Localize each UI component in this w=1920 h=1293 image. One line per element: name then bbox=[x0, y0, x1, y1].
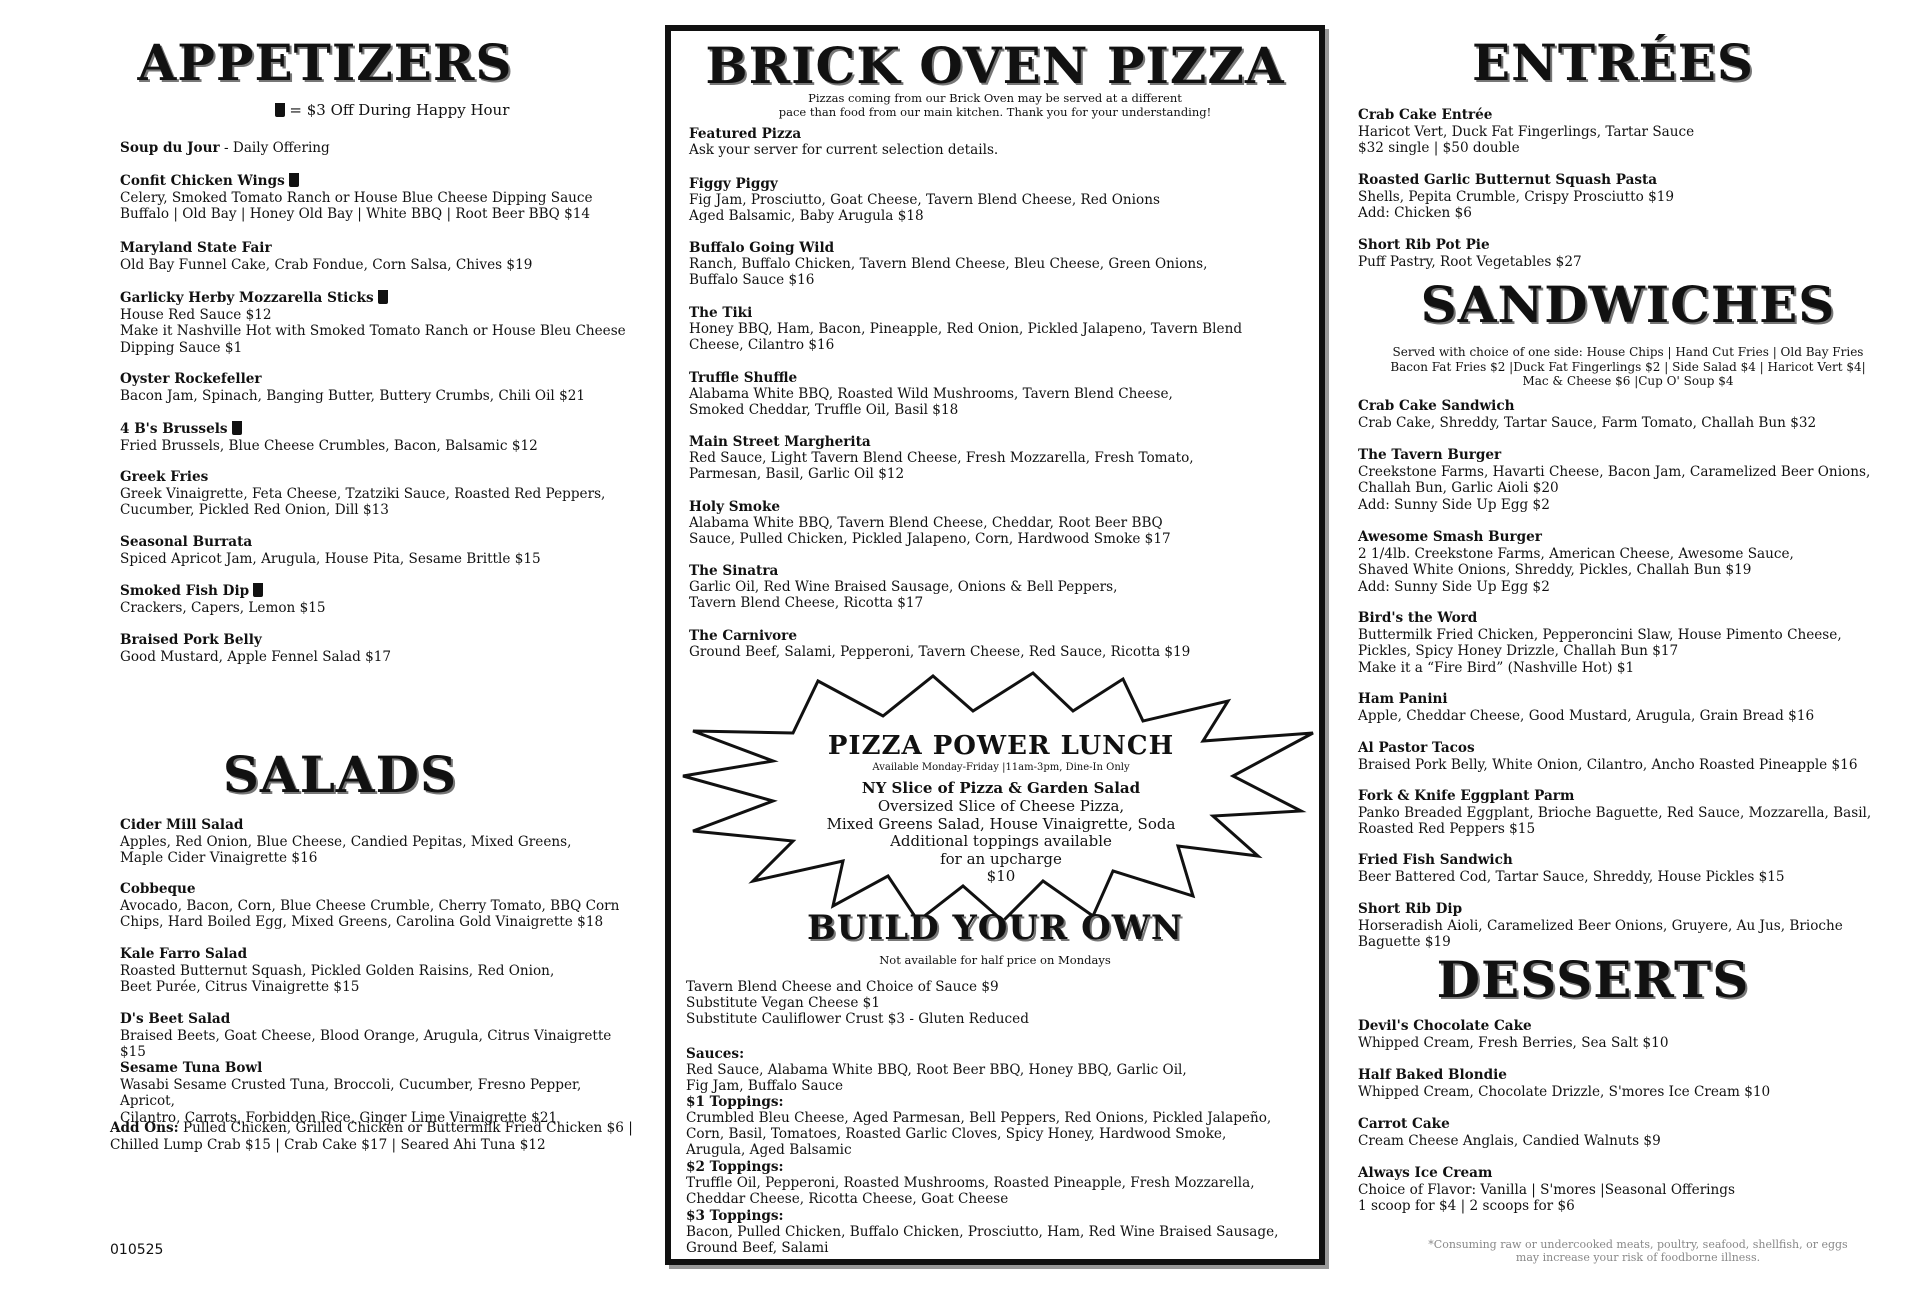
appetizer-item-name: Seasonal Burrata bbox=[120, 534, 253, 550]
beer-icon bbox=[253, 583, 263, 597]
pizza-item-desc: Ranch, Buffalo Chicken, Tavern Blend Cheese, Bleu Cheese, Green Onions, Buffalo Sauce $16 bbox=[689, 256, 1208, 288]
sandwich-item-title bbox=[1358, 529, 1908, 546]
byo-base: Tavern Blend Cheese and Choice of Sauce $9 Substitute Vegan Cheese $1 Substitute Cauliflower Crust $3 - Gluten Reduced bbox=[686, 979, 1029, 1027]
appetizer-item-desc: Crackers, Capers, Lemon $15 bbox=[120, 599, 326, 616]
appetizer-item-desc: Old Bay Funnel Cake, Crab Fondue, Corn Salsa, Chives $19 bbox=[120, 256, 533, 273]
sandwich-item-desc: Panko Breaded Eggplant, Brioche Baguette, Red Sauce, Mozzarella, Basil, Roasted Red Peppers $15 bbox=[1358, 804, 1872, 837]
salad-item-desc: Avocado, Bacon, Corn, Blue Cheese Crumble, Cherry Tomato, BBQ Corn Chips, Hard Boiled Egg, Mixed Greens, Carolina Gold Vinaigrette $18 bbox=[120, 897, 620, 930]
appetizer-item-desc: - Daily Offering bbox=[224, 140, 330, 156]
pizza-item-name: The Tiki bbox=[689, 305, 753, 321]
pizza-title: BRICK OVEN PIZZA bbox=[705, 36, 1285, 95]
byo-t3-label: $3 Toppings: bbox=[686, 1208, 784, 1224]
salad-item-title bbox=[120, 1011, 640, 1028]
pizza-item-name: Main Street Margherita bbox=[689, 434, 871, 450]
salad-addons bbox=[110, 1120, 640, 1153]
byo-t3: Bacon, Pulled Chicken, Buffalo Chicken, Prosciutto, Ham, Red Wine Braised Sausage, Ground Beef, Salami bbox=[686, 1224, 1279, 1256]
sandwich-item-name: Bird's the Word bbox=[1358, 610, 1478, 626]
sandwich-item-name: Fork & Knife Eggplant Parm bbox=[1358, 788, 1575, 804]
pizza-note: Pizzas coming from our Brick Oven may be served at a different pace than food from our main kitchen. Thank you for your understanding! bbox=[778, 91, 1212, 119]
appetizer-item-name: Smoked Fish Dip bbox=[120, 583, 250, 599]
appetizer-item-desc: House Red Sauce $12 Make it Nashville Hot with Smoked Tomato Ranch or House Bleu Cheese Dipping Sauce $1 bbox=[120, 306, 626, 356]
pizza-item-name: Holy Smoke bbox=[689, 499, 781, 515]
salads-title: SALADS bbox=[222, 745, 458, 804]
entree-item-name: Roasted Garlic Butternut Squash Pasta bbox=[1358, 172, 1658, 188]
pizza-item-title bbox=[689, 628, 1309, 644]
pizza-item-title bbox=[689, 370, 1309, 386]
byo-t2: Truffle Oil, Pepperoni, Roasted Mushrooms, Roasted Pineapple, Fresh Mozzarella, Cheddar Cheese, Ricotta Cheese, Goat Cheese bbox=[686, 1175, 1255, 1207]
pizza-item-title bbox=[689, 434, 1309, 450]
byo-t1: Crumbled Bleu Cheese, Aged Parmesan, Bell Peppers, Red Onions, Pickled Jalapeño, Corn, Basil, Tomatoes, Roasted Garlic Cloves, Spicy Honey, Hardwood Smoke, Arugula, Aged Balsamic bbox=[686, 1110, 1272, 1158]
salad-item-title bbox=[120, 881, 640, 898]
salad-item-name: D's Beet Salad bbox=[120, 1011, 231, 1027]
sandwich-item bbox=[1358, 398, 1908, 431]
sandwich-item-title bbox=[1358, 447, 1908, 464]
sandwich-item-name: Awesome Smash Burger bbox=[1358, 529, 1542, 545]
appetizer-item-title bbox=[120, 173, 640, 190]
sandwich-item-title bbox=[1358, 610, 1908, 627]
dessert-item-desc: Whipped Cream, Chocolate Drizzle, S'mores Ice Cream $10 bbox=[1358, 1083, 1771, 1100]
salad-item bbox=[120, 1011, 640, 1061]
pizza-item-desc: Fig Jam, Prosciutto, Goat Cheese, Tavern Blend Cheese, Red Onions Aged Balsamic, Baby Arugula $18 bbox=[689, 192, 1160, 224]
power-lunch-title: PIZZA POWER LUNCH bbox=[827, 731, 1175, 761]
appetizer-item-title bbox=[120, 421, 640, 438]
pizza-item bbox=[689, 305, 1309, 353]
addons-label: Add Ons: bbox=[110, 1120, 179, 1136]
dessert-item bbox=[1358, 1165, 1908, 1215]
byo-sauces-label: Sauces: bbox=[686, 1046, 745, 1062]
appetizer-item bbox=[120, 421, 640, 454]
appetizer-item bbox=[120, 632, 640, 665]
appetizer-item-title bbox=[120, 371, 640, 388]
appetizer-item-name: Greek Fries bbox=[120, 469, 209, 485]
sandwich-item-desc: 2 1/4lb. Creekstone Farms, American Cheese, Awesome Sauce, Shaved White Onions, Shreddy, Pickles, Challah Bun $19 Add: Sunny Side Up Egg $2 bbox=[1358, 545, 1794, 595]
dessert-item-title bbox=[1358, 1067, 1908, 1084]
power-lunch-subtitle: NY Slice of Pizza & Garden Salad bbox=[861, 779, 1141, 797]
byo-sauces: Red Sauce, Alabama White BBQ, Root Beer BBQ, Honey BBQ, Garlic Oil, Fig Jam, Buffalo Sauce bbox=[686, 1062, 1187, 1094]
salad-item bbox=[120, 817, 640, 867]
pizza-item-title bbox=[689, 126, 1309, 142]
byo-t2-label: $2 Toppings: bbox=[686, 1159, 784, 1175]
salad-item-desc: Roasted Butternut Squash, Pickled Golden Raisins, Red Onion, Beet Purée, Citrus Vinaigrette $15 bbox=[120, 962, 555, 995]
appetizer-item bbox=[120, 140, 640, 157]
salad-item-desc: Wasabi Sesame Crusted Tuna, Broccoli, Cucumber, Fresno Pepper, Apricot, Cilantro, Carrots, Forbidden Rice, Ginger Lime Vinaigrette $21 bbox=[120, 1076, 582, 1126]
pizza-item bbox=[689, 370, 1309, 418]
appetizer-item-desc: Bacon Jam, Spinach, Banging Butter, Buttery Crumbs, Chili Oil $21 bbox=[120, 387, 586, 404]
pizza-item-name: Buffalo Going Wild bbox=[689, 240, 835, 256]
sandwich-item-desc: Braised Pork Belly, White Onion, Cilantro, Ancho Roasted Pineapple $16 bbox=[1358, 756, 1858, 773]
dessert-item-name: Always Ice Cream bbox=[1358, 1165, 1493, 1181]
beer-icon bbox=[275, 103, 285, 117]
salad-item bbox=[120, 946, 640, 996]
pizza-item bbox=[689, 240, 1309, 288]
pizza-item-title bbox=[689, 176, 1309, 192]
pizza-item-desc: Alabama White BBQ, Tavern Blend Cheese, Cheddar, Root Beer BBQ Sauce, Pulled Chicken, Pickled Jalapeno, Corn, Hardwood Smoke $17 bbox=[689, 515, 1171, 547]
byo-note: Not available for half price on Mondays bbox=[879, 953, 1111, 967]
salad-item-desc: Braised Beets, Goat Cheese, Blood Orange, Arugula, Citrus Vinaigrette $15 bbox=[120, 1027, 612, 1060]
sandwich-item bbox=[1358, 788, 1908, 838]
appetizer-item bbox=[120, 583, 640, 616]
pizza-item-title bbox=[689, 240, 1309, 256]
appetizer-item-title bbox=[120, 534, 640, 551]
appetizer-item-name: Maryland State Fair bbox=[120, 240, 272, 256]
dessert-item-title bbox=[1358, 1165, 1908, 1182]
dessert-item-name: Carrot Cake bbox=[1358, 1116, 1450, 1132]
appetizer-item bbox=[120, 173, 640, 223]
appetizer-item-title bbox=[120, 632, 640, 649]
entree-item-desc: Shells, Pepita Crumble, Crispy Prosciutto $19 Add: Chicken $6 bbox=[1358, 188, 1675, 221]
pizza-item-name: The Sinatra bbox=[689, 563, 779, 579]
salad-item-name: Kale Farro Salad bbox=[120, 946, 248, 962]
pizza-panel bbox=[665, 25, 1325, 1265]
salad-item-name: Cobbeque bbox=[120, 881, 196, 897]
sandwich-item-name: The Tavern Burger bbox=[1358, 447, 1502, 463]
salad-item-name: Cider Mill Salad bbox=[120, 817, 244, 833]
appetizer-item-title bbox=[120, 290, 640, 307]
dessert-item-desc: Choice of Flavor: Vanilla | S'mores |Seasonal Offerings 1 scoop for $4 | 2 scoops for $6 bbox=[1358, 1181, 1735, 1214]
sandwich-item-name: Fried Fish Sandwich bbox=[1358, 852, 1513, 868]
pizza-item-name: The Carnivore bbox=[689, 628, 797, 644]
dessert-item bbox=[1358, 1067, 1908, 1100]
happy-hour-note: = $3 Off During Happy Hour bbox=[260, 103, 520, 118]
appetizer-item-desc: Celery, Smoked Tomato Ranch or House Blue Cheese Dipping Sauce Buffalo | Old Bay | Honey Old Bay | White BBQ | Root Beer BBQ $14 bbox=[120, 189, 593, 222]
appetizer-item bbox=[120, 534, 640, 567]
appetizer-item-desc: Fried Brussels, Blue Cheese Crumbles, Bacon, Balsamic $12 bbox=[120, 437, 538, 454]
dessert-item-desc: Cream Cheese Anglais, Candied Walnuts $9 bbox=[1358, 1132, 1661, 1149]
appetizer-item-title bbox=[120, 583, 640, 600]
entree-item-title bbox=[1358, 172, 1908, 189]
appetizer-item bbox=[120, 240, 640, 273]
sandwich-item bbox=[1358, 901, 1908, 951]
appetizers-title: APPETIZERS bbox=[137, 33, 513, 92]
appetizer-item-name: Oyster Rockefeller bbox=[120, 371, 262, 387]
sandwich-item-desc: Buttermilk Fried Chicken, Pepperoncini Slaw, House Pimento Cheese, Pickles, Spicy Honey Drizzle, Challah Bun $17 Make it a “Fire Bird” (Nashville Hot) $1 bbox=[1358, 626, 1842, 676]
pizza-item-title bbox=[689, 563, 1309, 579]
sandwich-item-desc: Creekstone Farms, Havarti Cheese, Bacon Jam, Caramelized Beer Onions, Challah Bun, Garlic Aioli $20 Add: Sunny Side Up Egg $2 bbox=[1358, 463, 1871, 513]
beer-icon bbox=[289, 173, 299, 187]
sandwich-sides-note: Served with choice of one side: House Chips | Hand Cut Fries | Old Bay Fries Bacon Fat Fries $2 |Duck Fat Fingerlings $2 | Side Salad $4 | Haricot Vert $4| Mac & Cheese $6 |Cup O' Soup $4 bbox=[1390, 345, 1866, 388]
dessert-item-name: Devil's Chocolate Cake bbox=[1358, 1018, 1532, 1034]
pizza-item-name: Figgy Piggy bbox=[689, 176, 778, 192]
sandwich-item-desc: Apple, Cheddar Cheese, Good Mustard, Arugula, Grain Bread $16 bbox=[1358, 707, 1815, 724]
pizza-item bbox=[689, 563, 1309, 611]
entree-item-desc: Haricot Vert, Duck Fat Fingerlings, Tartar Sauce $32 single | $50 double bbox=[1358, 123, 1695, 156]
pizza-item bbox=[689, 126, 1309, 158]
salad-item-title bbox=[120, 817, 640, 834]
entree-item-name: Short Rib Pot Pie bbox=[1358, 237, 1490, 253]
entrees-title: ENTRÉES bbox=[1472, 33, 1754, 92]
entree-item-title bbox=[1358, 237, 1908, 254]
appetizer-item bbox=[120, 371, 640, 404]
dessert-item-desc: Whipped Cream, Fresh Berries, Sea Salt $10 bbox=[1358, 1034, 1669, 1051]
dessert-item-title bbox=[1358, 1116, 1908, 1133]
sandwich-item-name: Ham Panini bbox=[1358, 691, 1448, 707]
sandwich-item-title bbox=[1358, 691, 1908, 708]
entree-item-name: Crab Cake Entrée bbox=[1358, 107, 1493, 123]
sandwich-item bbox=[1358, 447, 1908, 513]
appetizer-item-line bbox=[120, 140, 640, 157]
sandwich-item bbox=[1358, 529, 1908, 595]
sandwich-item-title bbox=[1358, 398, 1908, 415]
appetizer-item-desc: Greek Vinaigrette, Feta Cheese, Tzatziki Sauce, Roasted Red Peppers, Cucumber, Pickled Red Onion, Dill $13 bbox=[120, 485, 606, 518]
sandwich-item bbox=[1358, 610, 1908, 676]
sandwich-item-name: Short Rib Dip bbox=[1358, 901, 1463, 917]
menu-code: 010525 bbox=[110, 1242, 164, 1258]
sandwich-item-name: Crab Cake Sandwich bbox=[1358, 398, 1515, 414]
appetizer-item-name: Garlicky Herby Mozzarella Sticks bbox=[120, 290, 374, 306]
pizza-item-desc: Ask your server for current selection details. bbox=[689, 142, 999, 158]
sandwich-item-title bbox=[1358, 852, 1908, 869]
salad-item bbox=[120, 881, 640, 931]
pizza-item-desc: Alabama White BBQ, Roasted Wild Mushrooms, Tavern Blend Cheese, Smoked Cheddar, Truffle Oil, Basil $18 bbox=[689, 386, 1173, 418]
food-safety-disclaimer: *Consuming raw or undercooked meats, poultry, seafood, shellfish, or eggs may increase your risk of foodborne illness. bbox=[1428, 1238, 1848, 1264]
pizza-item-name: Truffle Shuffle bbox=[689, 370, 798, 386]
dessert-item-name: Half Baked Blondie bbox=[1358, 1067, 1507, 1083]
salad-item bbox=[120, 1060, 640, 1126]
sandwich-item-name: Al Pastor Tacos bbox=[1358, 740, 1475, 756]
pizza-item-desc: Red Sauce, Light Tavern Blend Cheese, Fresh Mozzarella, Fresh Tomato, Parmesan, Basil, Garlic Oil $12 bbox=[689, 450, 1194, 482]
appetizer-item-name: Soup du Jour bbox=[120, 140, 220, 156]
sandwich-item-desc: Crab Cake, Shreddy, Tartar Sauce, Farm Tomato, Challah Bun $32 bbox=[1358, 414, 1817, 431]
entree-item bbox=[1358, 237, 1908, 270]
sandwich-item-desc: Horseradish Aioli, Caramelized Beer Onions, Gruyere, Au Jus, Brioche Baguette $19 bbox=[1358, 917, 1843, 950]
byo-title: BUILD YOUR OWN bbox=[806, 908, 1184, 948]
beer-icon bbox=[232, 421, 242, 435]
entree-item-title bbox=[1358, 107, 1908, 124]
entree-item-desc: Puff Pastry, Root Vegetables $27 bbox=[1358, 253, 1582, 270]
salad-item-title bbox=[120, 946, 640, 963]
dessert-item-title bbox=[1358, 1018, 1908, 1035]
appetizer-item-desc: Good Mustard, Apple Fennel Salad $17 bbox=[120, 648, 392, 665]
sandwich-item-desc: Beer Battered Cod, Tartar Sauce, Shreddy, House Pickles $15 bbox=[1358, 868, 1785, 885]
sandwich-item-title bbox=[1358, 788, 1908, 805]
sandwiches-title: SANDWICHES bbox=[1420, 275, 1836, 334]
pizza-item-name: Featured Pizza bbox=[689, 126, 802, 142]
pizza-item-title bbox=[689, 499, 1309, 515]
dessert-item bbox=[1358, 1018, 1908, 1051]
pizza-item-title bbox=[689, 305, 1309, 321]
salad-item-title bbox=[120, 1060, 640, 1077]
entree-item bbox=[1358, 107, 1908, 157]
appetizer-item bbox=[120, 469, 640, 519]
addons-text: Pulled Chicken, Grilled Chicken or Buttermilk Fried Chicken $6 | Chilled Lump Crab $15 | Crab Cake $17 | Seared Ahi Tuna $12 bbox=[110, 1120, 633, 1153]
pizza-item-desc: Ground Beef, Salami, Pepperoni, Tavern Cheese, Red Sauce, Ricotta $19 bbox=[689, 644, 1191, 660]
appetizer-item-title bbox=[120, 469, 640, 486]
entree-item bbox=[1358, 172, 1908, 222]
pizza-item bbox=[689, 628, 1309, 660]
power-lunch-desc: Oversized Slice of Cheese Pizza, Mixed Greens Salad, House Vinaigrette, Soda Additional toppings available for an upcharge $10 bbox=[826, 797, 1176, 885]
dessert-item bbox=[1358, 1116, 1908, 1149]
pizza-item-desc: Garlic Oil, Red Wine Braised Sausage, Onions & Bell Peppers, Tavern Blend Cheese, Ricotta $17 bbox=[689, 579, 1118, 611]
appetizer-item-name: Confit Chicken Wings bbox=[120, 173, 285, 189]
pizza-item bbox=[689, 434, 1309, 482]
desserts-title: DESSERTS bbox=[1436, 950, 1750, 1009]
beer-icon bbox=[378, 290, 388, 304]
appetizer-item-title bbox=[120, 240, 640, 257]
appetizer-item-desc: Spiced Apricot Jam, Arugula, House Pita, Sesame Brittle $15 bbox=[120, 550, 541, 567]
appetizer-item bbox=[120, 290, 640, 356]
byo-t1-label: $1 Toppings: bbox=[686, 1094, 784, 1110]
sandwich-item-title bbox=[1358, 901, 1908, 918]
sandwich-item bbox=[1358, 852, 1908, 885]
sandwich-item bbox=[1358, 691, 1908, 724]
sandwich-item-title bbox=[1358, 740, 1908, 757]
appetizer-item-name: 4 B's Brussels bbox=[120, 421, 228, 437]
pizza-item-desc: Honey BBQ, Ham, Bacon, Pineapple, Red Onion, Pickled Jalapeno, Tavern Blend Cheese, Cilantro $16 bbox=[689, 321, 1243, 353]
salad-item-name: Sesame Tuna Bowl bbox=[120, 1060, 263, 1076]
pizza-item bbox=[689, 176, 1309, 224]
power-lunch-availability: Available Monday-Friday |11am-3pm, Dine-In Only bbox=[872, 762, 1130, 773]
pizza-item bbox=[689, 499, 1309, 547]
salad-item-desc: Apples, Red Onion, Blue Cheese, Candied Pepitas, Mixed Greens, Maple Cider Vinaigrette $16 bbox=[120, 833, 572, 866]
sandwich-item bbox=[1358, 740, 1908, 773]
appetizer-item-name: Braised Pork Belly bbox=[120, 632, 262, 648]
